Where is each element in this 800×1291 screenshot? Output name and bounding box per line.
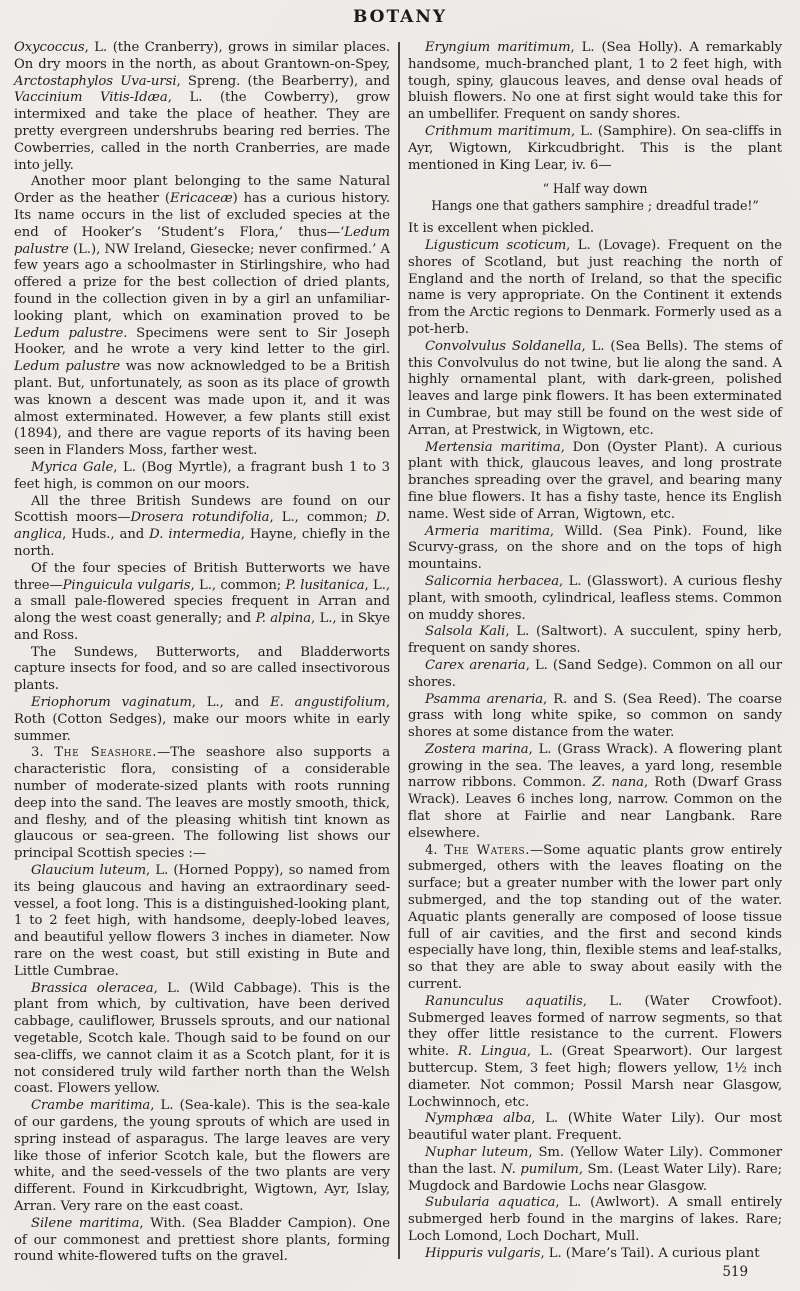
- paragraph: Salsola Kali, L. (Saltwort). A succulent, spiny herb, frequent on sandy shores.: [408, 624, 782, 657]
- page-number: 519: [722, 1263, 748, 1280]
- paragraph: Silene maritima, With. (Sea Bladder Campion). One of our commonest and prettiest shore plants, forming round white-flowered tufts on the gravel.: [14, 1215, 390, 1265]
- paragraph: Convolvulus Soldanella, L. (Sea Bells). The stems of this Convolvulus do not twine, but lie along the sand. A highly ornamental plant, with dark-green, polished leaves and large pink flowers. It has been exterminated in Cumbrae, but may still be found on the west side of Arran, at Prestwick, in Wigtown, etc.: [408, 338, 782, 438]
- paragraph: Hippuris vulgaris, L. (Mare’s Tail). A curious plant: [425, 1245, 760, 1261]
- right-column: [408, 40, 782, 1281]
- paragraph: Glaucium luteum, L. (Horned Poppy), so named from its being glaucous and having an extraordinary seed-vessel, a foot long. This is a distinguished-looking plant, 1 to 2 feet high, with handsome, deeply-lobed leaves, and beautiful yellow flowers 3 inches in diameter. Now rare on the west coast, but still existing in Bute and Little Cumbrae.: [14, 863, 390, 979]
- paragraph: Brassica oleracea, L. (Wild Cabbage). This is the plant from which, by cultivation, have been derived cabbage, cauliflower, Brussels sprouts, and our national vegetable, Scotch kale. Though said to be found on our sea-cliffs, we cannot claim it as a Scotch plant, for it is not considered truly wild farther north than the Welsh coast. Flowers yellow.: [14, 980, 390, 1097]
- column-divider: [398, 42, 400, 1259]
- paragraph: Psamma arenaria, R. and S. (Sea Reed). The coarse grass with long white spike, so common on sandy shores at some distance from the water.: [408, 691, 782, 741]
- quote-line: Hangs one that gathers samphire ; dreadful trade!”: [431, 197, 759, 213]
- paragraph: Mertensia maritima, Don (Oyster Plant). A curious plant with thick, glaucous leaves, and long prostrate branches spreading over the gravel, and bearing many fine blue flowers. It has a fishy taste, hence its English name. West side of Arran, Wigtown, etc.: [408, 439, 782, 522]
- paragraph: Nymphæa alba, L. (White Water Lily). Our most beautiful water plant. Frequent.: [408, 1111, 782, 1144]
- paragraph: Crambe maritima, L. (Sea-kale). This is the sea-kale of our gardens, the young sprouts of which are used in spring instead of asparagus. The large leaves are very like those of inferior Scotch kale, but the flowers are white, and the seed-vessels of the two plants are very different. Found in Kirkcudbright, Wigtown, Ayr, Islay, Arran. Very rare on the east coast.: [14, 1098, 390, 1214]
- paragraph: Eriophorum vaginatum, L., and E. angustifolium, Roth (Cotton Sedges), make our moors white in early summer.: [14, 695, 390, 744]
- quote-line: “ Half way down: [542, 181, 648, 197]
- left-column: [14, 40, 390, 1281]
- page-title: BOTANY: [352, 7, 448, 27]
- right-column-text: [408, 40, 782, 1263]
- columns: [0, 37, 800, 1281]
- paragraph: Myrica Gale, L. (Bog Myrtle), a fragrant bush 1 to 3 feet high, is common on our moors.: [14, 459, 390, 492]
- paragraph: Carex arenaria, L. (Sand Sedge). Common on all our shores.: [408, 657, 783, 690]
- paragraph: Of the four species of British Butterworts we have three—Pinguicula vulgaris, L., common; P. lusitanica, L., a small pale-flowered species frequent in Arran and along the west coast generally; and P. alpina, L., in Skye and Ross.: [14, 560, 391, 643]
- paragraph: Oxycoccus, L. (the Cranberry), grows in similar places. On dry moors in the north, as about Grantown-on-Spey, Arctostaphylos Uva-ursi, Spreng. (the Bearberry), and Vaccinium Vitis-Idæa, L. (the Cowberry), grow intermixed and take the place of heather. They are pretty evergreen undershrubs bearing red berries. The Cowberries, called in the north Cranberries, are made into jelly.: [14, 40, 390, 173]
- paragraph: Salicornia herbacea, L. (Glasswort). A curious fleshy plant, with smooth, cylindrical, leafless stems. Common on muddy shores.: [408, 573, 782, 623]
- left-column-text: [14, 40, 390, 1266]
- paragraph: Crithmum maritimum, L. (Samphire). On sea-cliffs in Ayr, Wigtown, Kirkcudbright. This is the plant mentioned in King Lear, iv. 6—: [408, 123, 782, 173]
- page-header: [0, 0, 800, 37]
- paragraph: Ranunculus aquatilis, L. (Water Crowfoot). Submerged leaves formed of narrow segments, so that they offer little resistance to the current. Flowers white. R. Lingua, L. (Great Spearwort). Our largest buttercup. Stem, 3 feet high; flowers yellow, 1½ inch diameter. Not common; Possil Marsh near Glasgow, Lochwinnoch, etc.: [408, 993, 782, 1110]
- paragraph: Armeria maritima, Willd. (Sea Pink). Found, like Scurvy-grass, on the shore and on the tops of high mountains.: [408, 523, 783, 573]
- quotation: [408, 181, 782, 214]
- paragraph: Ligusticum scoticum, L. (Lovage). Frequent on the shores of Scotland, but just reaching the north of England and the north of Ireland, so that the specific name is very appropriate. On the Continent it extends from the Arctic regions to Denmark. Formerly used as a pot-herb.: [408, 237, 782, 337]
- paragraph: Nuphar luteum, Sm. (Yellow Water Lily). Commoner than the last. N. pumilum, Sm. (Least Water Lily). Rare; Mugdock and Bardowie Lochs near Glasgow.: [408, 1145, 782, 1194]
- paragraph: 4. The Waters.—Some aquatic plants grow entirely submerged, others with the leaves floating on the surface; but a greater number with the lower part only submerged, and the top standing out of the water. Aquatic plants generally are composed of loose tissue full of air cavities, and the first and second kinds especially have long, thin, flexible stems and leaf-stalks, so that they are able to sway about easily with the current.: [408, 842, 783, 993]
- paragraph: Subularia aquatica, L. (Awlwort). A small entirely submerged herb found in the margins of lakes. Rare; Loch Lomond, Loch Dochart, Mull.: [408, 1195, 782, 1244]
- paragraph: Another moor plant belonging to the same Natural Order as the heather (Ericaceæ) has a curious history. Its name occurs in the list of excluded species at the end of Hooker’s ‘Student’s Flora,’ thus—‘Ledum palustre (L.), NW Ireland, Giesecke; never confirmed.’ A few years ago a schoolmaster in Stirlingshire, who had offered a prize for the best collection of dried plants, found in the collection given in by a girl an unfamiliar-looking plant, which on examination proved to be Ledum palustre. Specimens were sent to Sir Joseph Hooker, and he wrote a very kind letter to the girl. Ledum palustre was now acknowledged to be a British plant. But, unfortunately, as soon as its place of growth was known a descent was made upon it, and it was almost exterminated. However, a few plants still exist (1894), and there are vague reports of its having been seen in Flanders Moss, farther west.: [14, 174, 390, 459]
- paragraph: The Sundews, Butterworts, and Bladderworts capture insects for food, and so are called insectivorous plants.: [14, 644, 390, 694]
- paragraph: Eryngium maritimum, L. (Sea Holly). A remarkably handsome, much-branched plant, 1 to 2 feet high, with tough, spiny, glaucous leaves, and dense oval heads of bluish flowers. No one at first sight would take this for an umbellifer. Frequent on sandy shores.: [408, 40, 782, 123]
- paragraph: It is excellent when pickled.: [408, 221, 595, 237]
- paragraph: 3. The Seashore.—The seashore also supports a characteristic flora, consisting of a considerable number of moderate-sized plants with roots running deep into the sand. The leaves are mostly smooth, thick, and fleshy, and of the pleasing whitish tint known as glaucous or sea-green. The following list shows our principal Scottish species :—: [14, 745, 391, 862]
- paragraph: All the three British Sundews are found on our Scottish moors—Drosera rotundifolia, L., common; D. anglica, Huds., and D. intermedia, Hayne, chiefly in the north.: [14, 493, 390, 559]
- paragraph: Zostera marina, L. (Grass Wrack). A flowering plant growing in the sea. The leaves, a yard long, resemble narrow ribbons. Common. Z. nana, Roth (Dwarf Grass Wrack). Leaves 6 inches long, narrow. Common on the flat shore at Fairlie and near Langbank. Rare elsewhere.: [408, 741, 782, 841]
